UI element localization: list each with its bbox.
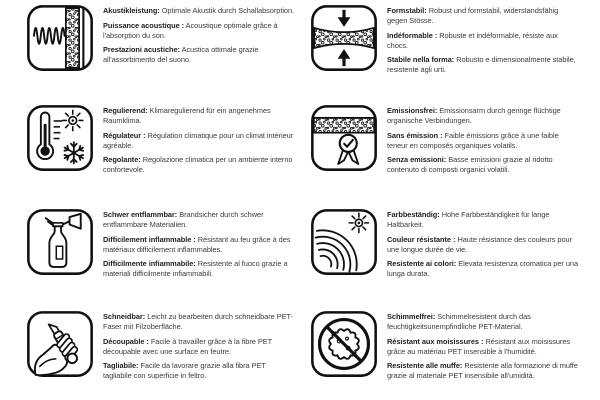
feature-label: Regulierend:	[103, 106, 148, 115]
feature-desc: Robust und formstabil, widerstandsfähig gegen Stösse.	[387, 6, 559, 25]
climate-regulation-icon	[26, 104, 94, 172]
feature-desc: Haute résistance des couleurs pour une longue durée de vie.	[387, 234, 572, 254]
feature-desc: Résistant aux moisissures grâce au matériau PET insensible à l'humidité.	[387, 336, 571, 356]
feature-label: Régulateur :	[103, 130, 146, 140]
feature-label: Prestazioni acustiche:	[103, 45, 180, 54]
feature-text-it	[103, 361, 295, 381]
feature-desc: Resistente al fuoco grazie a materiali difficilmente infiammabili.	[103, 259, 288, 278]
feature-desc: Facile à travailler grâce à la fibre PET découpable avec une surface en feutre.	[103, 336, 272, 356]
emission-free-icon	[310, 104, 378, 172]
feature-label: Resistente alle muffe:	[387, 361, 463, 370]
feature-card-flame-retardant	[0, 208, 300, 310]
feature-card-emission	[300, 104, 600, 208]
feature-texts	[103, 4, 295, 70]
feature-text-fr	[103, 21, 295, 41]
feature-text-it	[387, 155, 579, 175]
material-band	[314, 118, 374, 133]
feature-desc: Elevata resistenza cromatica per una lunga durata.	[387, 259, 578, 278]
feature-label: Couleur résistante :	[387, 234, 456, 244]
feature-text-de	[387, 106, 579, 126]
feature-card-acoustic	[0, 4, 300, 104]
feature-text-de	[387, 6, 579, 26]
feature-desc: Hohe Farbbeständigkeit für lange Haltbarkeit.	[387, 210, 550, 229]
feature-label: Regolante:	[103, 155, 141, 164]
feature-text-it	[103, 259, 295, 279]
feature-desc: Regolazione climatica per un ambiente interno confortevole.	[103, 155, 293, 174]
mold-free-icon	[310, 310, 378, 378]
feature-text-de	[103, 210, 295, 230]
acoustic-absorption-icon	[26, 4, 94, 72]
feature-texts	[103, 104, 295, 180]
feature-card-cuttable	[0, 310, 300, 400]
feature-desc: Robuste et indéformable, résiste aux chocs.	[387, 30, 558, 50]
feature-label: Formstabil:	[387, 6, 427, 15]
color-fastness-icon	[310, 208, 378, 276]
feature-texts	[387, 310, 579, 386]
feature-text-fr	[387, 337, 579, 357]
feature-texts	[387, 4, 579, 80]
feature-text-fr	[387, 235, 579, 255]
feature-label: Schwer entflammbar:	[103, 210, 178, 219]
fire-extinguisher-icon	[26, 208, 94, 276]
feature-label: Résistant aux moisissures :	[387, 336, 484, 346]
color-fastness-icon	[310, 208, 378, 276]
feature-text-de	[387, 312, 579, 332]
feature-text-it	[387, 361, 579, 381]
shape-stability-icon	[310, 4, 378, 72]
absorber-panel	[66, 8, 79, 68]
knife-end-cap	[67, 354, 77, 364]
feature-desc: Acustica ottimale grazie all'assorbimento del suono.	[103, 45, 259, 64]
feature-desc: Brandsicher durch schwer entflammbare Materialien.	[103, 210, 264, 229]
feature-label: Schimmelfrei:	[387, 312, 436, 321]
feature-desc: Emissionsarm durch geringe flüchtige organische Verbindungen.	[387, 106, 561, 125]
feature-desc: Schimmelresistent durch das feuchtigkeitsunempfindliche PET-Material.	[387, 312, 531, 331]
sun-icon	[349, 213, 368, 232]
thermometer-bulb	[40, 146, 49, 155]
feature-card-mold-free	[300, 310, 600, 400]
acoustic-absorption-icon	[26, 4, 94, 72]
feature-desc: Resistente alla formazione di muffe grazie al materiale PET insensibile all'umidità.	[387, 361, 578, 380]
feature-text-fr	[103, 235, 295, 255]
cutting-hand-icon	[26, 310, 94, 378]
feature-text-it	[387, 55, 579, 75]
feature-label: Senza emissioni:	[387, 155, 447, 164]
feature-desc: Leicht zu bearbeiten durch schneidbare PET-Faser mit Filzoberfläche.	[103, 312, 293, 331]
feature-label: Farbbeständig:	[387, 210, 440, 219]
feature-text-de	[103, 312, 295, 332]
feature-card-shape-stability	[300, 4, 600, 104]
feature-label: Emissionsfrei:	[387, 106, 438, 115]
sun-icon	[63, 110, 83, 130]
feature-texts	[103, 310, 295, 386]
feature-desc: Résistant au feu grâce à des matériaux difficilement inflammables.	[103, 234, 291, 254]
feature-desc: Acoustique optimale grâce à l'absorption du son.	[103, 20, 278, 40]
feature-card-climate	[0, 104, 300, 208]
feature-text-it	[103, 155, 295, 175]
feature-label: Découpable :	[103, 336, 149, 346]
feature-desc: Facile da lavorare grazie alla fibra PET tagliabile con superficie in feltro.	[103, 361, 266, 380]
feature-desc: Faible émissions grâce à une faible teneur en composés organiques volatils.	[387, 130, 559, 150]
feature-label: Sans émission :	[387, 130, 443, 140]
shape-stability-icon	[310, 4, 378, 72]
feature-text-it	[103, 45, 295, 65]
feature-label: Puissance acoustique :	[103, 20, 185, 30]
feature-card-color-fastness	[300, 208, 600, 310]
feature-label: Stabile nella forma:	[387, 55, 455, 64]
mold-free-icon	[310, 310, 378, 378]
feature-text-fr	[387, 131, 579, 151]
cutting-hand-icon	[26, 310, 94, 378]
feature-text-de	[103, 6, 295, 16]
feature-text-it	[387, 259, 579, 279]
feature-label: Difficilmente infiammabile:	[103, 259, 196, 268]
feature-texts	[387, 208, 579, 284]
feature-desc: Régulation climatique pour un climat intérieur agréable.	[103, 130, 294, 150]
feature-label: Indéformable :	[387, 30, 438, 40]
feature-texts	[387, 104, 579, 180]
feature-desc: Klimaregulierend für ein angenehmes Raumklima.	[103, 106, 271, 125]
icon-frame	[28, 106, 91, 169]
feature-text-fr	[103, 337, 295, 357]
feature-label: Tagliabile:	[103, 361, 139, 370]
feature-label: Resistente ai colori:	[387, 259, 457, 268]
fire-extinguisher-icon	[26, 208, 94, 276]
feature-label: Difficilement inflammable :	[103, 234, 196, 244]
feature-desc: Basse emissioni grazie al ridotto contenuto di composti organici volatili.	[387, 155, 553, 174]
feature-label: Akustikleistung:	[103, 6, 160, 15]
feature-texts	[103, 208, 295, 284]
emission-free-icon	[310, 104, 378, 172]
feature-text-fr	[103, 131, 295, 151]
feature-text-de	[103, 106, 295, 126]
feature-text-de	[387, 210, 579, 230]
climate-regulation-icon	[26, 104, 94, 172]
feature-text-fr	[387, 31, 579, 51]
feature-desc: Optimale Akustik durch Schallabsorption.	[161, 6, 295, 15]
feature-desc: Robusto e dimensionalmente stabile, resistente agli urti.	[387, 55, 576, 74]
feature-label: Schneidbar:	[103, 312, 146, 321]
